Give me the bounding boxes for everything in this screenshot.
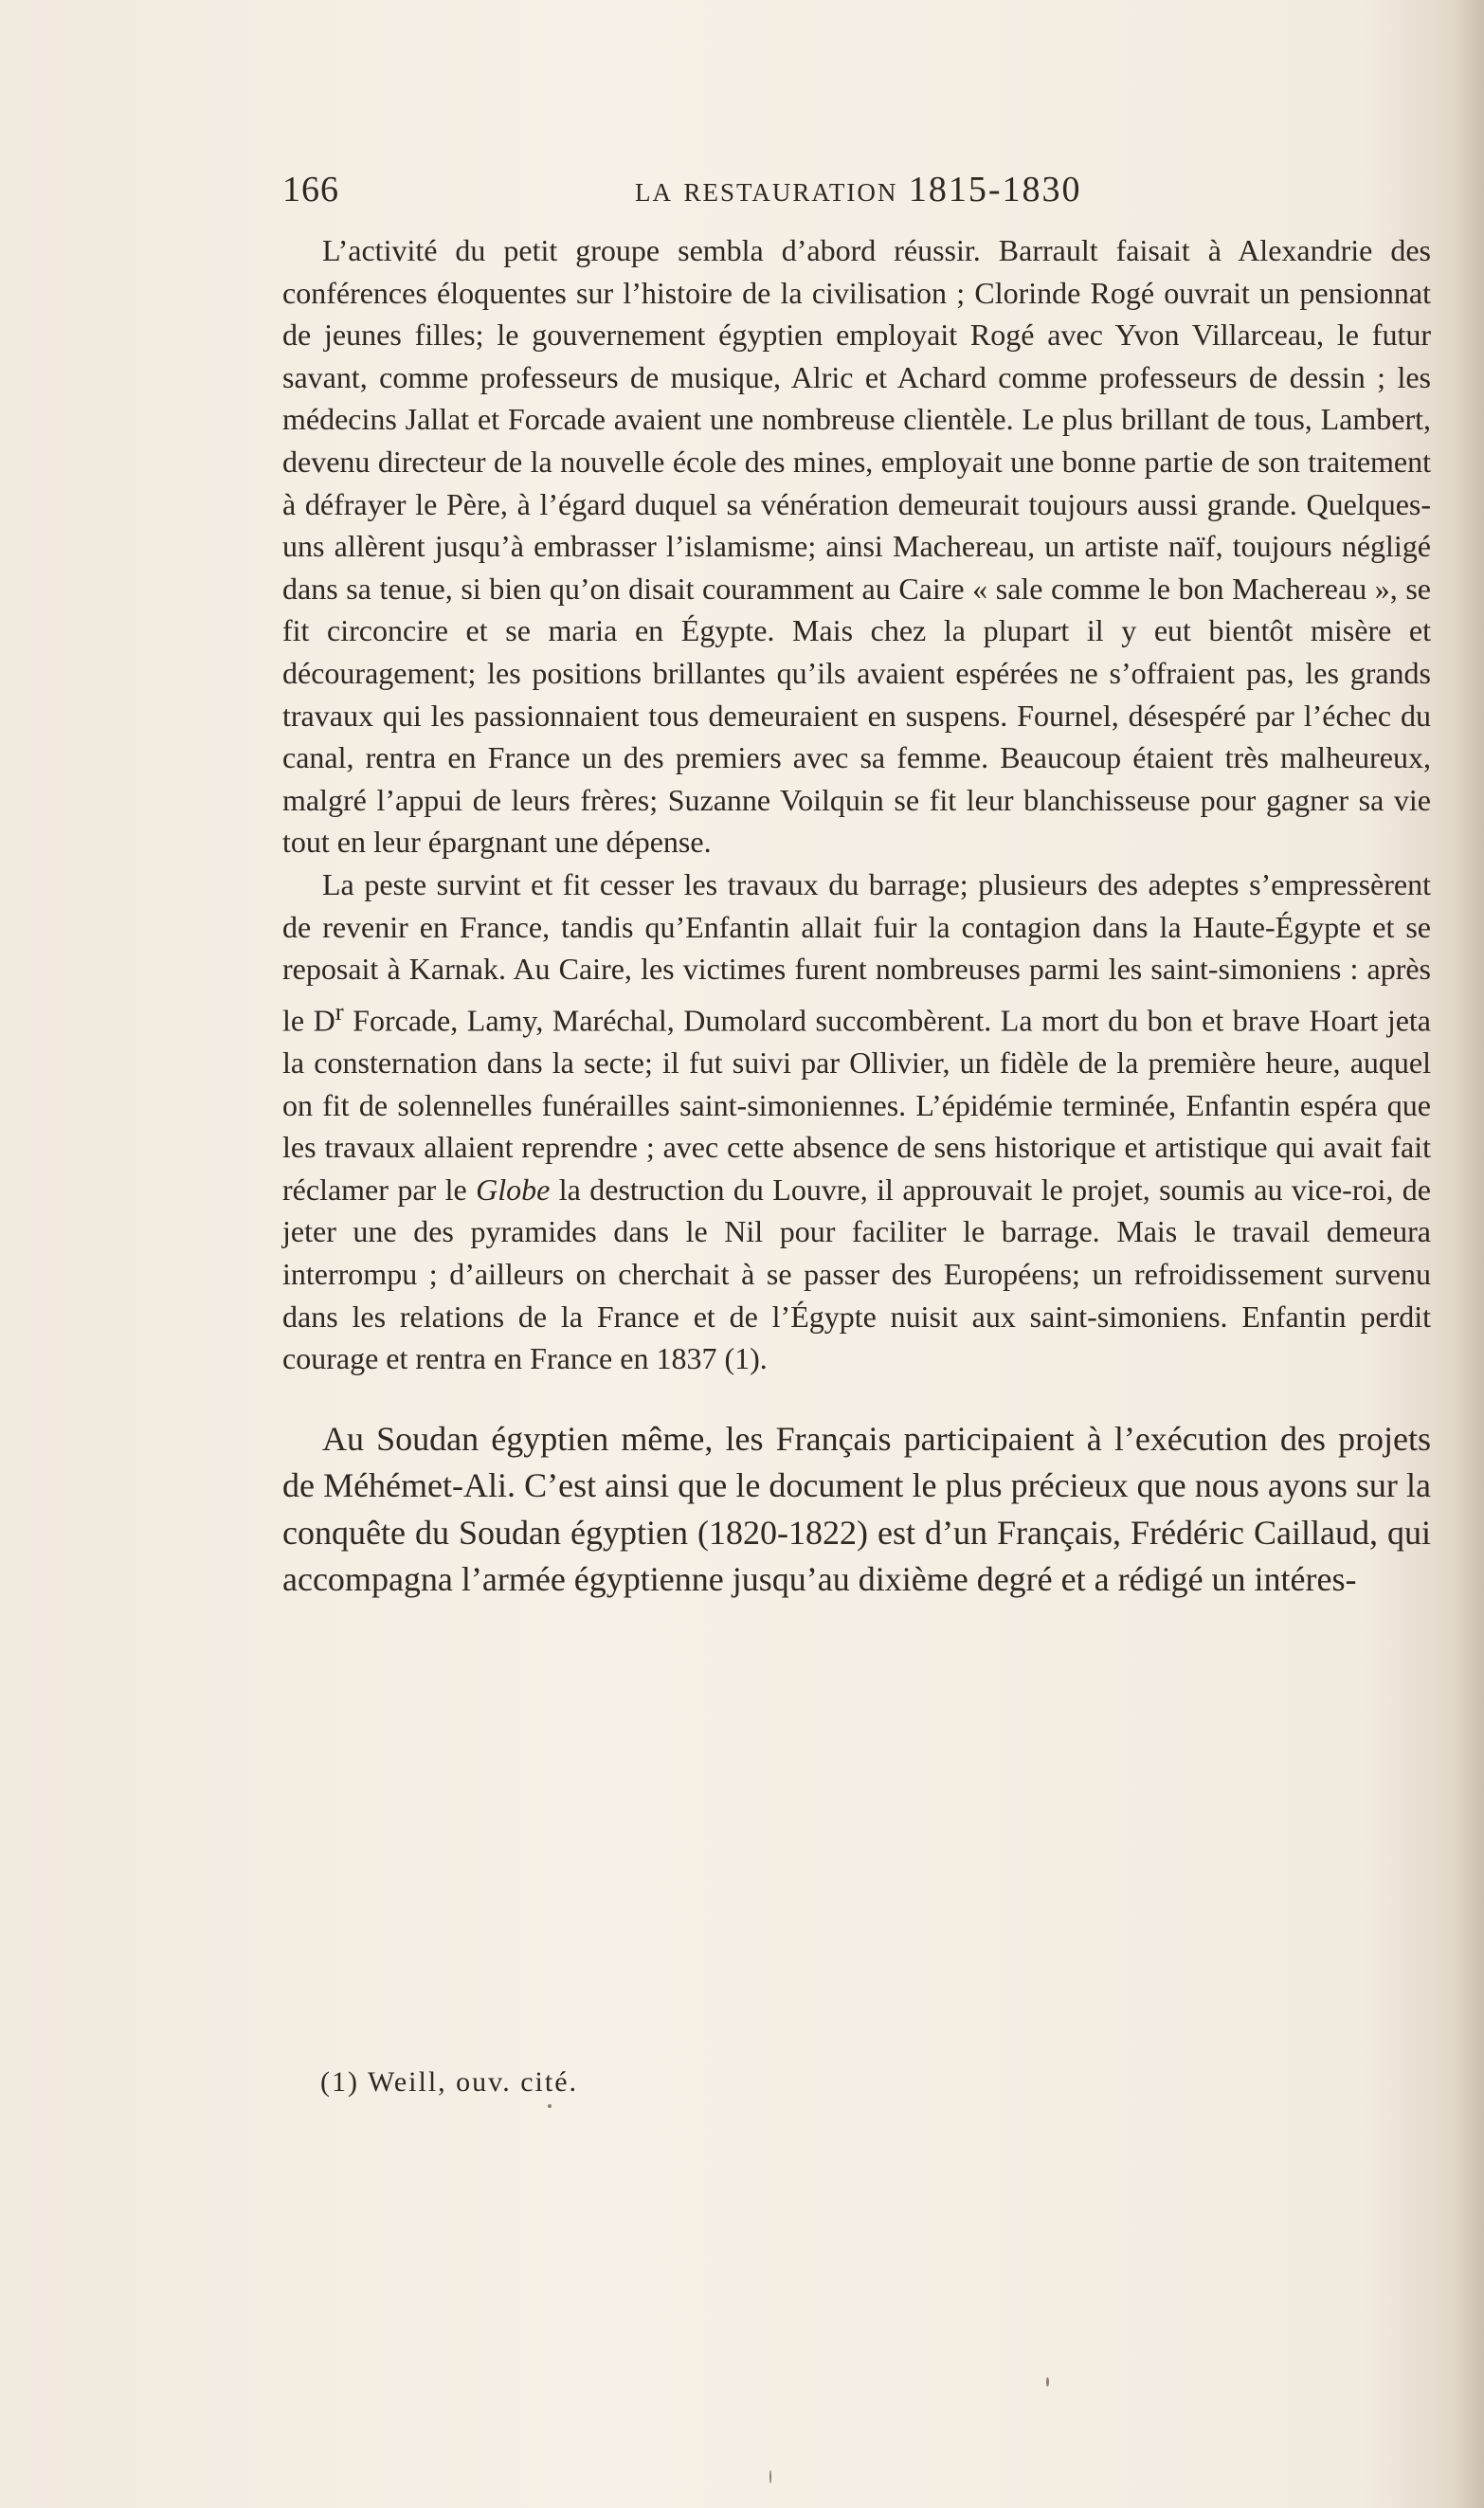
paragraph: Au Soudan égyptien même, les Français participaient à l’exécution des projets de Méhémet-Ali. C’est ainsi que le document le plus précieux que nous ayons sur la conquête du Soudan égyptien (1820-1822) est d’un Français, Frédéric Caillaud, qui accompagna l’armée égyptienne jusqu’au dixième degré et a rédigé un intéres- xyxy=(282,1419,1431,1599)
paper-speck xyxy=(769,2470,771,2483)
superscript: r xyxy=(335,996,344,1026)
body-text xyxy=(282,229,1431,1604)
paper-speck xyxy=(548,2104,552,2108)
page-edge-shadow xyxy=(1452,0,1484,2508)
italic-title: Globe xyxy=(476,1172,551,1207)
footnote: (1) Weill, ouv. cité. xyxy=(320,2066,579,2098)
paragraph xyxy=(282,863,1431,1380)
paragraph-text: la destruction du Louvre, il approuvait le projet, soumis au vice-roi, de jeter une des pyramides dans le Nil pour faciliter le barrage. Mais le travail demeura interrompu ; d’ailleurs on cherchait à se passer des Européens; un refroidissement survenu dans les relations de la France et de l’Égypte nuisit aux saint-simoniens. Enfantin perdit courage et rentra en France en 1837 (1). xyxy=(282,1172,1432,1376)
paragraph-text: La peste survint et fit cesser les travaux du barrage; plusieurs des adeptes s’empressèrent de revenir en France, tandis qu’Enfantin allait fuir la contagion dans la Haute-Égypte et se reposait à Karnak. Au Caire, les victimes furent nombreuses parmi les saint-simoniens : après le D xyxy=(282,866,1431,1038)
paragraph: L’activité du petit groupe sembla d’abord réussir. Barrault faisait à Alexandrie des conférences éloquentes sur l’histoire de la civilisation ; Clorinde Rogé ouvrait un pensionnat de jeunes filles; le gouvernement égyptien employait Rogé avec Yvon Villarceau, le futur savant, comme professeurs de musique, Alric et Achard comme professeurs de dessin ; les médecins Jallat et Forcade avaient une nombreuse clientèle. Le plus brillant de tous, Lambert, devenu directeur de la nouvelle école des mines, employait une bonne partie de son traitement à défrayer le Père, à l’égard duquel sa vénération demeurait toujours aussi grande. Quelques-uns allèrent jusqu’à embrasser l’islamisme; ainsi Machereau, un artiste naïf, toujours négligé dans sa tenue, si bien qu’on disait couramment au Caire « sale comme le bon Machereau », se fit circoncire et se maria en Égypte. Mais chez la plupart il y eut bientôt misère et découragement; les positions brillantes qu’ils avaient espérées ne s’offraient pas, les grands travaux qui les passionnaient tous demeuraient en suspens. Fournel, désespéré par l’échec du canal, rentra en France un des premiers avec sa femme. Beaucoup étaient très malheureux, malgré l’appui de leurs frères; Suzanne Voilquin se fit leur blanchisseuse pour gagner sa vie tout en leur épargnant une dépense. xyxy=(282,233,1431,860)
paper-speck xyxy=(1046,2377,1049,2387)
paragraph-text: Forcade, Lamy, Maréchal, Dumolard succombèrent. La mort du bon et brave Hoart jeta la consternation dans la secte; il fut suivi par Ollivier, un fidèle de la première heure, auquel on fit de solennelles funérailles saint-simoniennes. L’épidémie terminée, Enfantin espéra que les travaux allaient reprendre ; avec cette absence de sens historique et artistique qui avait fait réclamer par le xyxy=(282,1003,1432,1207)
page-number: 166 xyxy=(282,170,339,209)
page-header xyxy=(282,169,1431,216)
running-title: la restauration 1815-1830 xyxy=(635,170,1082,209)
